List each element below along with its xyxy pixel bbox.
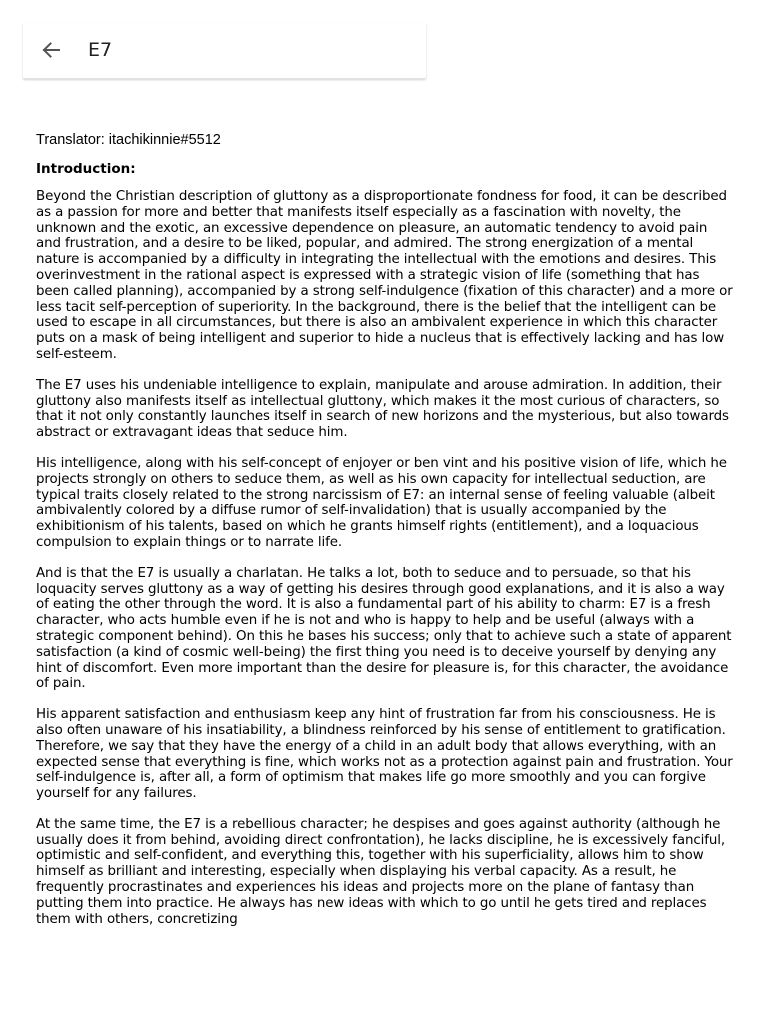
- paragraph: The E7 uses his undeniable intelligence to explain, manipulate and arouse admiration. In addition, their gluttony also manifests itself as intellectual gluttony, which makes it the most curious of characters, so that it not only constantly launches itself in search of new horizons and the mysterious, but also towards abstract or extravagant ideas that seduce him.: [36, 377, 729, 441]
- document-body: [36, 131, 736, 942]
- paragraph: Beyond the Christian description of gluttony as a disproportionate fondness for food, it can be described as a passion for more and better that manifests itself especially as a fascination with novelty, the unknown and the exotic, an excessive dependence on pleasure, an automatic tendency to avoid pain and frustration, and a desire to be liked, popular, and admired. The strong energization of a mental nature is accompanied by a difficulty in integrating the intellectual with the emotions and desires. This overinvestment in the rational aspect is expressed with a strategic vision of life (something that has been called planning), accompanied by a strong self-indulgence (fixation of this character) and a more or less tacit self-perception of superiority. In the background, there is the belief that the intelligent can be used to escape in all circumstances, but there is also an ambivalent experience in which this character puts on a mask of being intelligent and superior to hide a nucleus that is effectively lacking and has low self-esteem.: [36, 189, 733, 362]
- top-app-bar: [23, 23, 426, 79]
- arrow-left-icon: [37, 36, 65, 64]
- page-title: E7: [88, 39, 113, 61]
- paragraph: His intelligence, along with his self-concept of enjoyer or ben vint and his positive vision of life, which he projects strongly on others to seduce them, as well as his own capacity for intellectual seduction, are typical traits closely related to the strong narcissism of E7: an internal sense of feeling valuable (albeit ambivalently colored by a diffuse rumor of self-invalidation) that is usually accompanied by the exhibitionism of his talents, based on which he grants himself rights (entitlement), and a loquacious compulsion to explain things or to narrate life.: [36, 455, 727, 550]
- paragraph: His apparent satisfaction and enthusiasm keep any hint of frustration far from his consciousness. He is also often unaware of his insatiability, a blindness reinforced by his sense of entitlement to gratification. Therefore, we say that they have the energy of a child in an adult body that allows everything, with an expected sense that everything is fine, which works not as a protection against pain and frustration. Your self-indulgence is, after all, a form of optimism that makes life go more smoothly and you can forgive yourself for any failures.: [36, 707, 733, 802]
- translator-credit: Translator: itachikinnie#5512: [36, 132, 221, 148]
- back-button[interactable]: [37, 36, 65, 64]
- paragraph: At the same time, the E7 is a rebellious character; he despises and goes against authority (although he usually does it from behind, avoiding direct confrontation), he lacks discipline, he is excessively fanciful, optimistic and self-confident, and everything this, together with his superficiality, allows him to show himself as brilliant and interesting, especially when displaying his verbal capacity. As a result, he frequently procrastinates and experiences his ideas and projects more on the plane of fantasy than putting them into practice. He always has new ideas with which to go until he gets tired and replaces them with others, concretizing: [36, 816, 726, 927]
- paragraph: And is that the E7 is usually a charlatan. He talks a lot, both to seduce and to persuade, so that his loquacity serves gluttony as a way of getting his desires through good explanations, and it is also a way of eating the other through the word. It is also a fundamental part of his ability to charm: E7 is a fresh character, who acts humble even if he is not and who is happy to help and be useful (always with a strategic component behind). On this he bases his success; only that to achieve such a state of apparent satisfaction (a kind of cosmic well-being) the first thing you need is to deceive yourself by denying any hint of discomfort. Even more important than the desire for pleasure is, for this character, the avoidance of pain.: [36, 565, 732, 692]
- section-heading: Introduction:: [36, 161, 136, 177]
